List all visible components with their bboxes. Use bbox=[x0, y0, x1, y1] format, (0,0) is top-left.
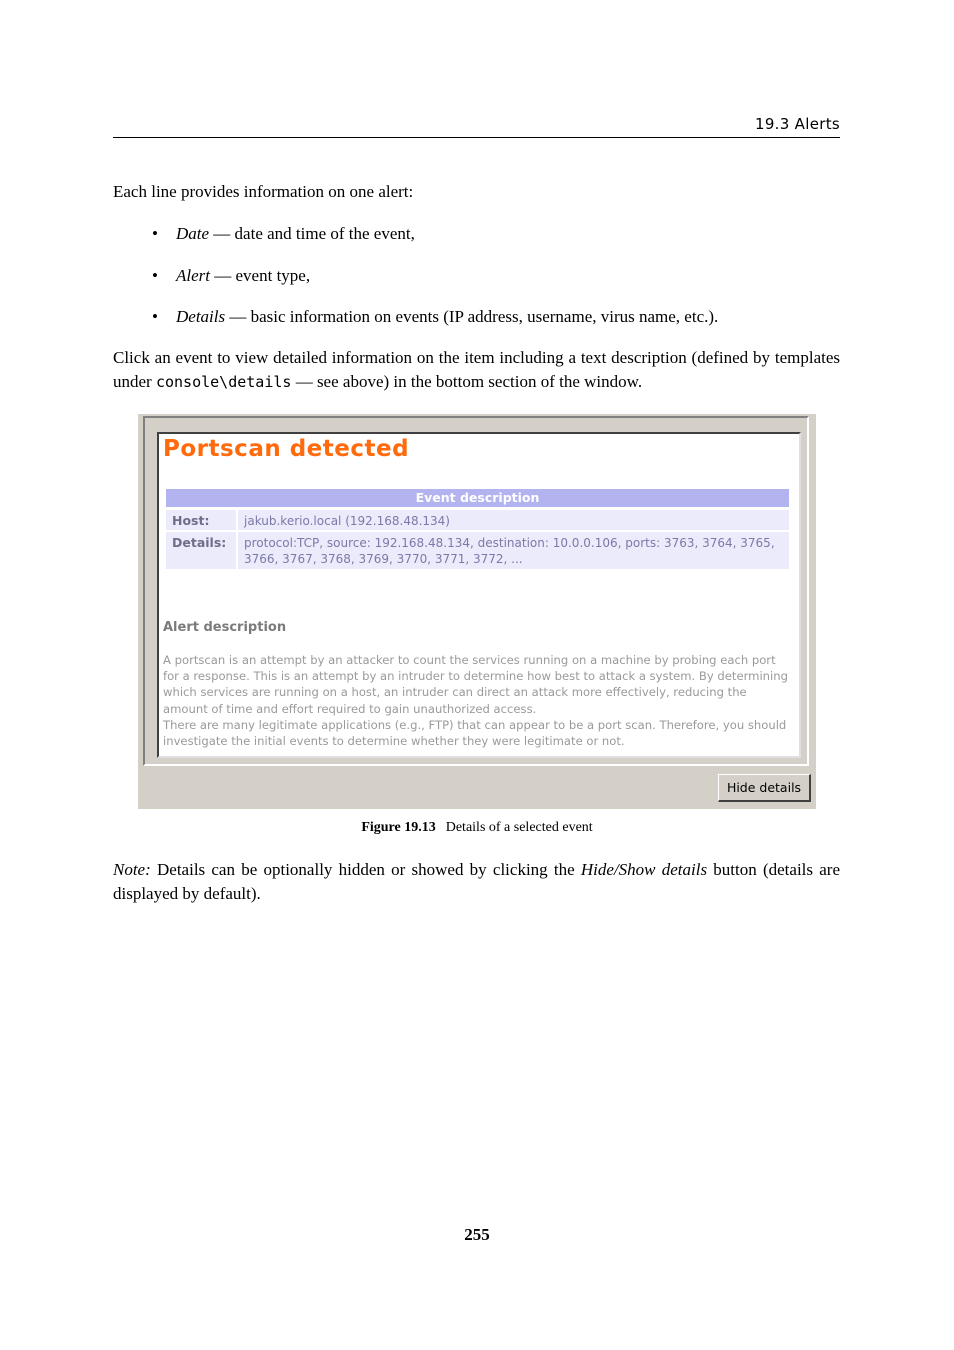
details-value: protocol:TCP, source: 192.168.48.134, destination: 10.0.0.106, ports: 3763, 3764, 3765, 3766, 3767, 3768, 3769, 3770, 3771, 3772, ... bbox=[238, 532, 789, 569]
alert-description-paragraph: A portscan is an attempt by an attacker to count the services running on a machine by probing each port for a response. This is an attempt by an intruder to determine how best to attack a system. By determining which services are running on a host, an intruder can direct an attack more effectively, reducing the amount of time and effort required to gain unauthorized access. bbox=[163, 653, 788, 716]
alert-description-text bbox=[163, 652, 795, 749]
running-header bbox=[113, 113, 840, 138]
section-title: 19.3 Alerts bbox=[755, 115, 840, 133]
list-item-text: — basic information on events (IP address, username, virus name, etc.). bbox=[225, 307, 719, 326]
event-description-header: Event description bbox=[166, 489, 789, 507]
list-item-text: — event type, bbox=[210, 265, 311, 285]
figure-number: Figure 19.13 bbox=[361, 820, 436, 835]
list-item bbox=[150, 305, 718, 329]
screenshot-figure bbox=[138, 414, 816, 809]
page-number: 255 bbox=[464, 1225, 490, 1244]
bullet-icon: • bbox=[152, 224, 158, 243]
host-value: jakub.kerio.local (192.168.48.134) bbox=[238, 510, 789, 530]
list-item-term: Alert bbox=[176, 265, 210, 285]
details-label: Details: bbox=[166, 532, 236, 569]
bullet-icon: • bbox=[152, 265, 158, 285]
alert-description-title: Alert description bbox=[163, 620, 287, 635]
alert-column-list bbox=[150, 222, 718, 347]
intro-paragraph: Each line provides information on one alert: bbox=[113, 182, 414, 201]
body-paragraph bbox=[113, 346, 840, 394]
paragraph-text: — see above) in the bottom section of the window. bbox=[291, 372, 643, 391]
code-path: console\details bbox=[155, 373, 292, 391]
paragraph-text: Details can be optionally hidden or showed by clicking the bbox=[150, 860, 581, 879]
host-row bbox=[166, 510, 789, 530]
list-item-term: Details bbox=[176, 307, 226, 326]
hide-details-button[interactable]: Hide details bbox=[718, 774, 811, 802]
list-item-term: Date bbox=[176, 224, 210, 243]
paragraph-text: Click an event to view detailed information on the item including a text description (defined by templates under bbox=[113, 348, 840, 391]
note-lead: Note: bbox=[113, 860, 151, 879]
figure-caption-text: Details of a selected event bbox=[445, 820, 593, 835]
paragraph-text: button (details are displayed by default). bbox=[113, 860, 840, 903]
alert-title: Portscan detected bbox=[163, 436, 410, 462]
button-reference: Hide/Show details bbox=[580, 860, 708, 879]
list-item bbox=[150, 222, 718, 246]
list-item bbox=[150, 264, 718, 288]
details-pane bbox=[143, 416, 809, 766]
bullet-icon: • bbox=[152, 307, 158, 326]
details-view bbox=[157, 432, 801, 758]
figure-caption bbox=[0, 820, 954, 836]
host-label: Host: bbox=[166, 510, 236, 530]
list-item-text: — date and time of the event, bbox=[209, 224, 415, 243]
alert-description-paragraph: There are many legitimate applications (e.g., FTP) that can appear to be a port scan. Therefore, you should investigate the initial events to determine whether they were legitimate or not. bbox=[163, 717, 787, 749]
note-paragraph bbox=[113, 858, 840, 906]
details-row bbox=[166, 532, 789, 569]
